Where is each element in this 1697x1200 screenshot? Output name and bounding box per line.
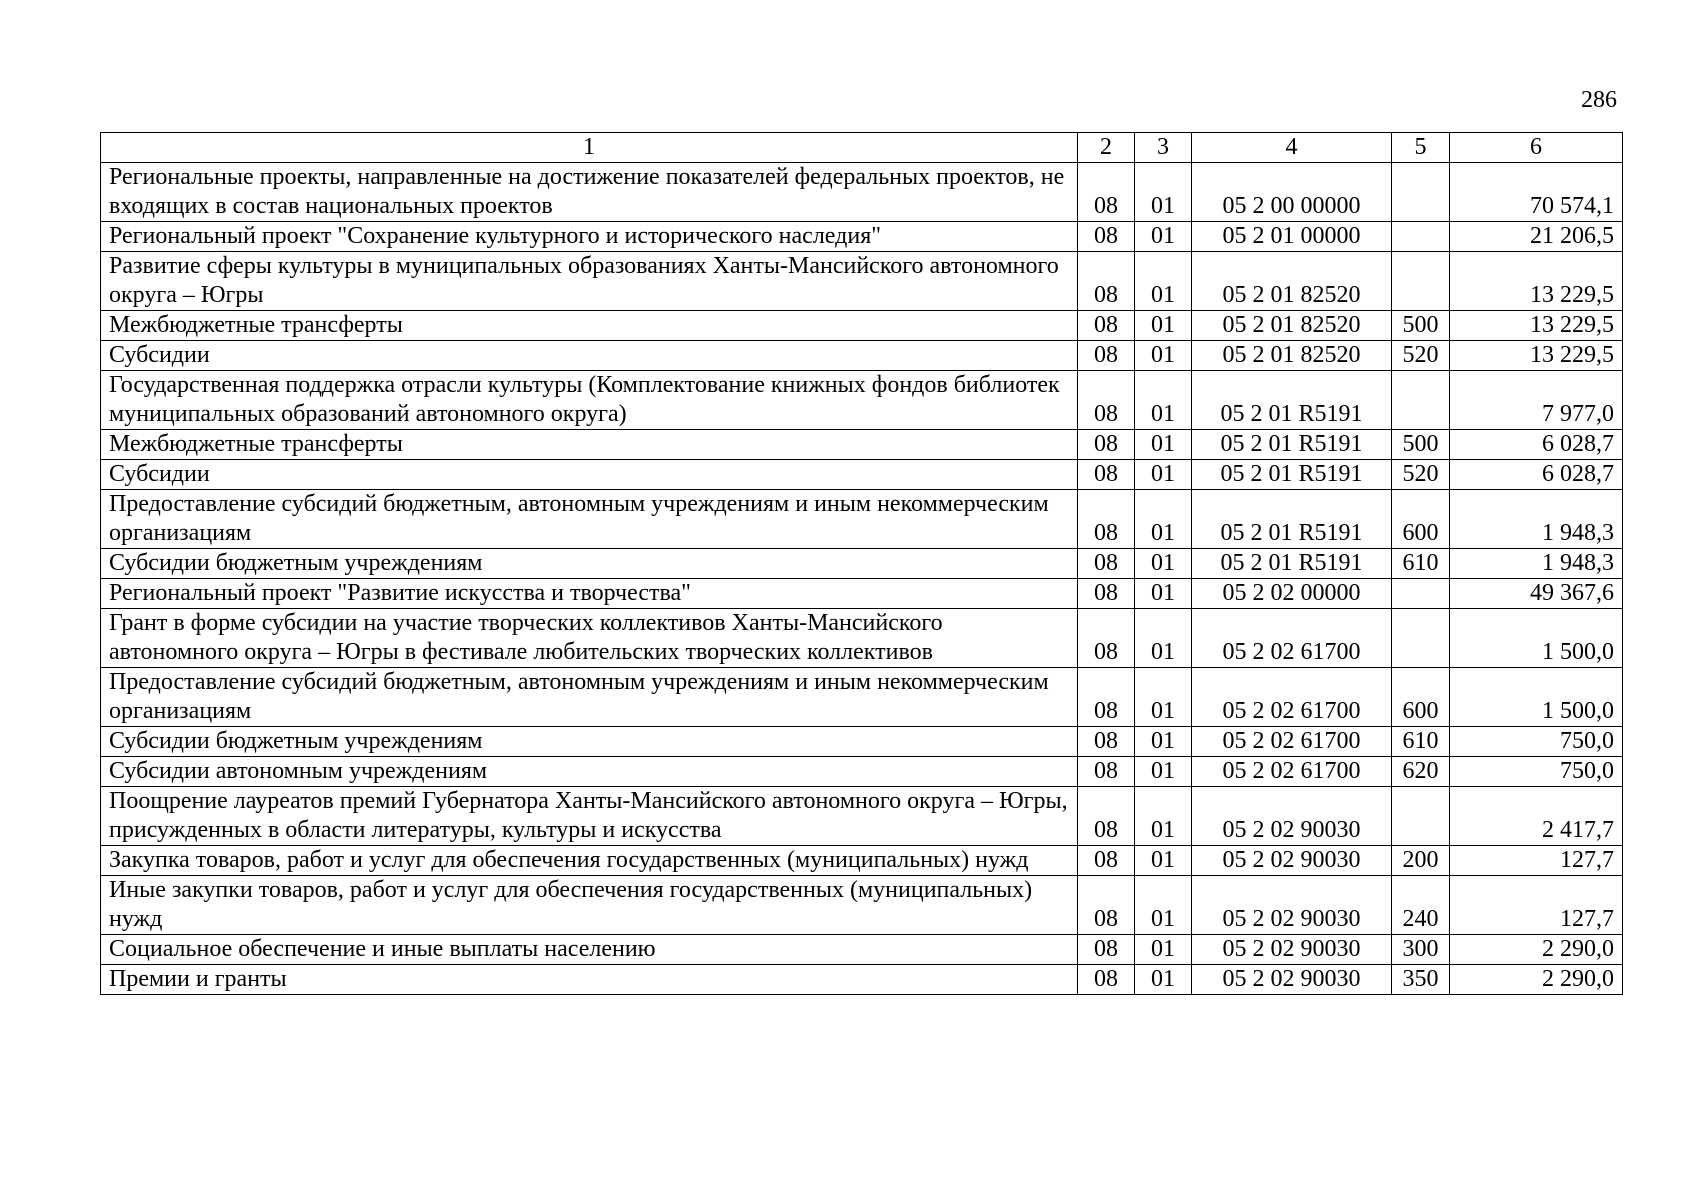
row-name-cell: Поощрение лауреатов премий Губернатора Ханты-Мансийского автономного округа – Югры, присужденных в области литературы, культуры и искусства <box>101 787 1078 846</box>
row-name-cell: Региональные проекты, направленные на достижение показателей федеральных проектов, не входящих в состав национальных проектов <box>101 163 1078 222</box>
table-header-row <box>101 133 1623 163</box>
row-amount-cell: 21 206,5 <box>1450 222 1623 252</box>
row-name-cell: Социальное обеспечение и иные выплаты населению <box>101 935 1078 965</box>
row-subsection-cell: 01 <box>1135 430 1192 460</box>
row-expense-type-cell <box>1392 609 1450 668</box>
row-subsection-cell: 01 <box>1135 846 1192 876</box>
row-target-code-cell: 05 2 01 R5191 <box>1192 430 1392 460</box>
row-name-cell: Закупка товаров, работ и услуг для обеспечения государственных (муниципальных) нужд <box>101 846 1078 876</box>
row-amount-cell: 127,7 <box>1450 846 1623 876</box>
row-section-cell: 08 <box>1078 965 1135 995</box>
table-row <box>101 609 1623 668</box>
row-expense-type-cell: 350 <box>1392 965 1450 995</box>
table-row <box>101 490 1623 549</box>
row-expense-type-cell <box>1392 787 1450 846</box>
row-expense-type-cell: 500 <box>1392 311 1450 341</box>
row-amount-cell: 2 417,7 <box>1450 787 1623 846</box>
row-name-cell: Иные закупки товаров, работ и услуг для обеспечения государственных (муниципальных) нужд <box>101 876 1078 935</box>
table-row <box>101 341 1623 371</box>
row-section-cell: 08 <box>1078 668 1135 727</box>
table-row <box>101 727 1623 757</box>
row-subsection-cell: 01 <box>1135 579 1192 609</box>
row-subsection-cell: 01 <box>1135 935 1192 965</box>
row-section-cell: 08 <box>1078 935 1135 965</box>
row-section-cell: 08 <box>1078 430 1135 460</box>
row-target-code-cell: 05 2 00 00000 <box>1192 163 1392 222</box>
row-subsection-cell: 01 <box>1135 252 1192 311</box>
row-section-cell: 08 <box>1078 846 1135 876</box>
row-target-code-cell: 05 2 02 90030 <box>1192 846 1392 876</box>
row-section-cell: 08 <box>1078 787 1135 846</box>
row-subsection-cell: 01 <box>1135 222 1192 252</box>
row-section-cell: 08 <box>1078 727 1135 757</box>
row-expense-type-cell <box>1392 222 1450 252</box>
row-amount-cell: 1 500,0 <box>1450 609 1623 668</box>
row-subsection-cell: 01 <box>1135 341 1192 371</box>
table-row <box>101 163 1623 222</box>
row-amount-cell: 750,0 <box>1450 757 1623 787</box>
row-amount-cell: 13 229,5 <box>1450 311 1623 341</box>
table-row <box>101 252 1623 311</box>
row-expense-type-cell: 520 <box>1392 460 1450 490</box>
row-expense-type-cell <box>1392 579 1450 609</box>
row-section-cell: 08 <box>1078 609 1135 668</box>
row-subsection-cell: 01 <box>1135 876 1192 935</box>
row-target-code-cell: 05 2 02 90030 <box>1192 935 1392 965</box>
row-amount-cell: 750,0 <box>1450 727 1623 757</box>
row-expense-type-cell: 500 <box>1392 430 1450 460</box>
row-amount-cell: 1 948,3 <box>1450 490 1623 549</box>
row-amount-cell: 1 948,3 <box>1450 549 1623 579</box>
row-name-cell: Премии и гранты <box>101 965 1078 995</box>
row-subsection-cell: 01 <box>1135 371 1192 430</box>
row-expense-type-cell: 200 <box>1392 846 1450 876</box>
row-target-code-cell: 05 2 01 82520 <box>1192 341 1392 371</box>
row-target-code-cell: 05 2 02 90030 <box>1192 965 1392 995</box>
row-subsection-cell: 01 <box>1135 727 1192 757</box>
row-target-code-cell: 05 2 02 61700 <box>1192 727 1392 757</box>
row-target-code-cell: 05 2 01 82520 <box>1192 311 1392 341</box>
row-section-cell: 08 <box>1078 222 1135 252</box>
row-expense-type-cell: 300 <box>1392 935 1450 965</box>
header-cell: 4 <box>1192 133 1392 163</box>
row-subsection-cell: 01 <box>1135 965 1192 995</box>
row-expense-type-cell <box>1392 252 1450 311</box>
row-name-cell: Субсидии бюджетным учреждениям <box>101 727 1078 757</box>
row-name-cell: Субсидии автономным учреждениям <box>101 757 1078 787</box>
page-number: 286 <box>1581 87 1617 113</box>
row-name-cell: Государственная поддержка отрасли культуры (Комплектование книжных фондов библиотек муниципальных образований автономного округа) <box>101 371 1078 430</box>
row-subsection-cell: 01 <box>1135 609 1192 668</box>
table-row <box>101 371 1623 430</box>
row-name-cell: Субсидии бюджетным учреждениям <box>101 549 1078 579</box>
row-expense-type-cell: 620 <box>1392 757 1450 787</box>
row-subsection-cell: 01 <box>1135 163 1192 222</box>
row-amount-cell: 49 367,6 <box>1450 579 1623 609</box>
row-amount-cell: 13 229,5 <box>1450 252 1623 311</box>
row-section-cell: 08 <box>1078 579 1135 609</box>
row-amount-cell: 70 574,1 <box>1450 163 1623 222</box>
table-row <box>101 935 1623 965</box>
row-target-code-cell: 05 2 02 61700 <box>1192 609 1392 668</box>
header-cell: 3 <box>1135 133 1192 163</box>
table-row <box>101 668 1623 727</box>
row-target-code-cell: 05 2 02 90030 <box>1192 787 1392 846</box>
row-expense-type-cell <box>1392 371 1450 430</box>
header-cell: 1 <box>101 133 1078 163</box>
row-expense-type-cell <box>1392 163 1450 222</box>
row-name-cell: Субсидии <box>101 341 1078 371</box>
row-subsection-cell: 01 <box>1135 757 1192 787</box>
row-target-code-cell: 05 2 01 82520 <box>1192 252 1392 311</box>
table-row <box>101 579 1623 609</box>
row-expense-type-cell: 240 <box>1392 876 1450 935</box>
row-target-code-cell: 05 2 01 R5191 <box>1192 371 1392 430</box>
row-name-cell: Грант в форме субсидии на участие творческих коллективов Ханты-Мансийского автономного округа – Югры в фестивале любительских творческих коллективов <box>101 609 1078 668</box>
row-section-cell: 08 <box>1078 341 1135 371</box>
row-amount-cell: 6 028,7 <box>1450 430 1623 460</box>
table-row <box>101 222 1623 252</box>
row-expense-type-cell: 520 <box>1392 341 1450 371</box>
row-amount-cell: 2 290,0 <box>1450 935 1623 965</box>
row-section-cell: 08 <box>1078 876 1135 935</box>
row-subsection-cell: 01 <box>1135 490 1192 549</box>
header-cell: 6 <box>1450 133 1623 163</box>
table-row <box>101 757 1623 787</box>
header-cell: 2 <box>1078 133 1135 163</box>
row-subsection-cell: 01 <box>1135 668 1192 727</box>
row-amount-cell: 1 500,0 <box>1450 668 1623 727</box>
table-row <box>101 876 1623 935</box>
row-expense-type-cell: 600 <box>1392 490 1450 549</box>
table-row <box>101 846 1623 876</box>
row-name-cell: Предоставление субсидий бюджетным, автономным учреждениям и иным некоммерческим организациям <box>101 490 1078 549</box>
table-row <box>101 311 1623 341</box>
table-row <box>101 549 1623 579</box>
row-target-code-cell: 05 2 02 61700 <box>1192 668 1392 727</box>
row-name-cell: Развитие сферы культуры в муниципальных образованиях Ханты-Мансийского автономного округа – Югры <box>101 252 1078 311</box>
row-target-code-cell: 05 2 02 00000 <box>1192 579 1392 609</box>
header-cell: 5 <box>1392 133 1450 163</box>
row-target-code-cell: 05 2 01 R5191 <box>1192 549 1392 579</box>
row-amount-cell: 13 229,5 <box>1450 341 1623 371</box>
row-target-code-cell: 05 2 01 R5191 <box>1192 460 1392 490</box>
row-section-cell: 08 <box>1078 371 1135 430</box>
row-name-cell: Межбюджетные трансферты <box>101 430 1078 460</box>
row-section-cell: 08 <box>1078 549 1135 579</box>
row-amount-cell: 2 290,0 <box>1450 965 1623 995</box>
row-target-code-cell: 05 2 01 00000 <box>1192 222 1392 252</box>
row-amount-cell: 7 977,0 <box>1450 371 1623 430</box>
row-target-code-cell: 05 2 02 90030 <box>1192 876 1392 935</box>
row-section-cell: 08 <box>1078 757 1135 787</box>
row-section-cell: 08 <box>1078 163 1135 222</box>
row-subsection-cell: 01 <box>1135 787 1192 846</box>
table-row <box>101 965 1623 995</box>
row-name-cell: Субсидии <box>101 460 1078 490</box>
row-name-cell: Региональный проект "Сохранение культурного и исторического наследия" <box>101 222 1078 252</box>
row-amount-cell: 6 028,7 <box>1450 460 1623 490</box>
row-amount-cell: 127,7 <box>1450 876 1623 935</box>
row-expense-type-cell: 610 <box>1392 549 1450 579</box>
row-expense-type-cell: 600 <box>1392 668 1450 727</box>
row-section-cell: 08 <box>1078 311 1135 341</box>
row-section-cell: 08 <box>1078 490 1135 549</box>
row-target-code-cell: 05 2 02 61700 <box>1192 757 1392 787</box>
row-section-cell: 08 <box>1078 460 1135 490</box>
table-row <box>101 460 1623 490</box>
row-target-code-cell: 05 2 01 R5191 <box>1192 490 1392 549</box>
row-name-cell: Региональный проект "Развитие искусства и творчества" <box>101 579 1078 609</box>
row-subsection-cell: 01 <box>1135 460 1192 490</box>
row-subsection-cell: 01 <box>1135 549 1192 579</box>
row-subsection-cell: 01 <box>1135 311 1192 341</box>
budget-table <box>100 132 1623 995</box>
row-section-cell: 08 <box>1078 252 1135 311</box>
row-name-cell: Предоставление субсидий бюджетным, автономным учреждениям и иным некоммерческим организациям <box>101 668 1078 727</box>
table-row <box>101 430 1623 460</box>
row-name-cell: Межбюджетные трансферты <box>101 311 1078 341</box>
table-row <box>101 787 1623 846</box>
row-expense-type-cell: 610 <box>1392 727 1450 757</box>
